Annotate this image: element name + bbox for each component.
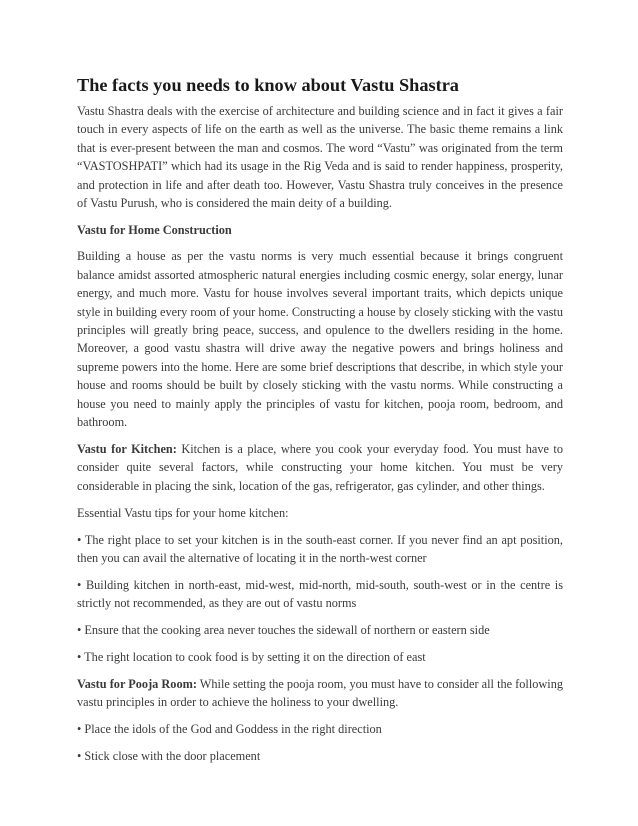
- document-body: [77, 74, 563, 774]
- pooja-label: Vastu for Pooja Room:: [77, 676, 197, 691]
- list-item: • Building kitchen in north-east, mid-west, mid-north, mid-south, south-west or in the centre is strictly not recommended, as they are out of vastu norms: [77, 577, 563, 611]
- section-heading-home-construction: Vastu for Home Construction: [77, 222, 232, 237]
- list-item: • Stick close with the door placement: [77, 749, 261, 764]
- kitchen-text: Kitchen is a place, where you cook your everyday food. You must have to consider quite several factors, while constructing your home kitchen. You must be very considerable in placing the sink, location of the gas, refrigerator, gas cylinder, and other things.: [77, 441, 563, 493]
- list-item: • Ensure that the cooking area never touches the sidewall of northern or eastern side: [77, 623, 490, 638]
- intro-paragraph: Vastu Shastra deals with the exercise of architecture and building science and in fact it gives a fair touch in every aspects of life on the earth as well as the universe. The basic theme remains a link that is ever-present between the man and cosmos. The word “Vastu” was originated from the term “VASTOSHPATI” which had its usage in the Rig Veda and is said to render happiness, prosperity, and protection in life and after death too. However, Vastu Shastra truly conceives in the presence of Vastu Purush, who is considered the main deity of a building.: [77, 104, 563, 211]
- page-title: The facts you needs to know about Vastu Shastra: [77, 75, 459, 95]
- pooja-paragraph: [77, 675, 563, 712]
- list-item: • The right place to set your kitchen is in the south-east corner. If you never find an apt position, then you can avail the alternative of locating it in the north-west corner: [77, 532, 563, 565]
- list-item: • Place the idols of the God and Goddess in the right direction: [77, 722, 382, 737]
- kitchen-label: Vastu for Kitchen:: [77, 441, 177, 456]
- kitchen-paragraph: [77, 440, 563, 495]
- kitchen-tips-intro: Essential Vastu tips for your home kitchen:: [77, 505, 289, 520]
- pooja-text: While setting the pooja room, you must have to consider all the following vastu principles in order to achieve the holiness to your dwelling.: [77, 676, 563, 710]
- home-construction-paragraph: Building a house as per the vastu norms is very much essential because it brings congruent balance amidst assorted atmospheric natural energies including cosmic energy, solar energy, lunar energy, and much more. Vastu for house involves several important traits, which depicts unique style in building every room of your home. Constructing a house by closely sticking with the vastu principles will greatly bring peace, success, and opulence to the dwellers residing in the home. Moreover, a good vastu shastra will drive away the negative powers and brings holiness and supreme powers into the home. Here are some brief descriptions that describe, in which style your house and rooms should be built by closely sticking with the vastu norms. While constructing a house you need to mainly apply the principles of vastu for kitchen, pooja room, bedroom, and bathroom.: [77, 249, 563, 429]
- list-item: • The right location to cook food is by setting it on the direction of east: [77, 650, 426, 665]
